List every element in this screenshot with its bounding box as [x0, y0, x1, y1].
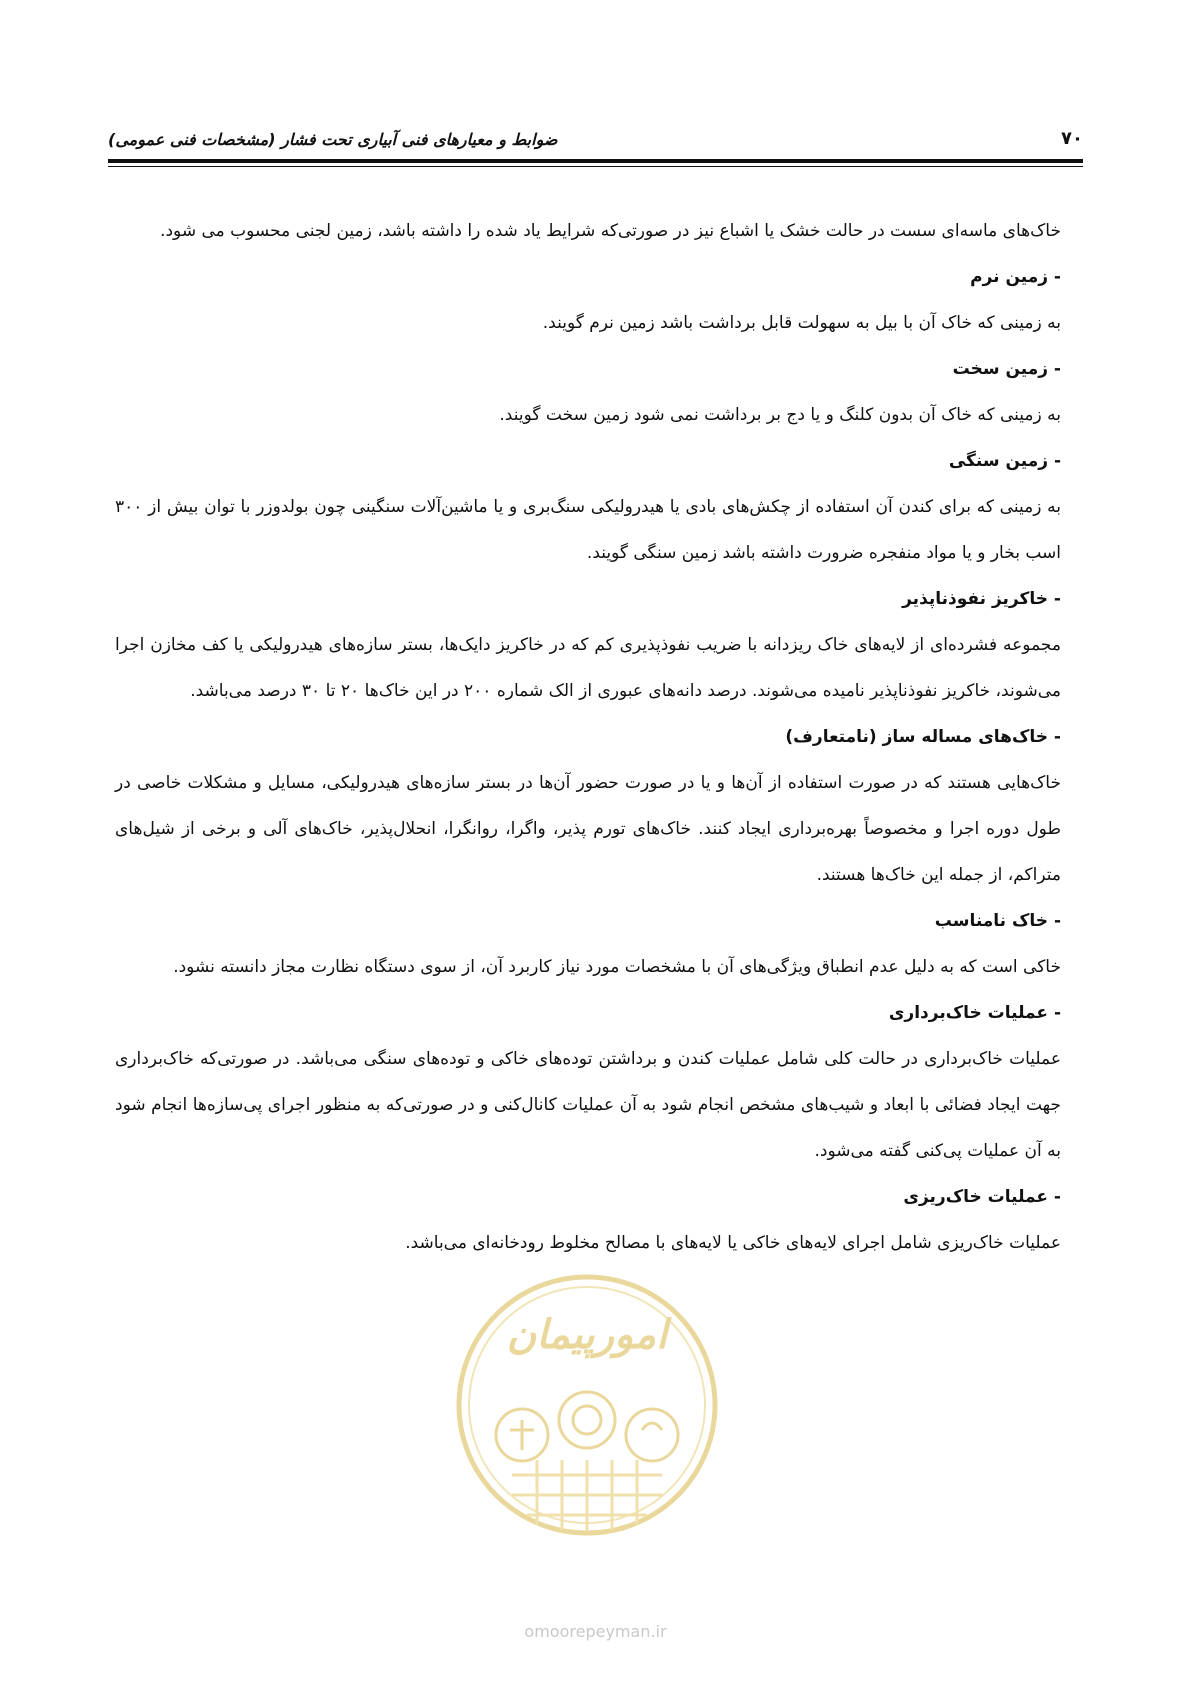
watermark-logo-icon — [452, 1270, 722, 1540]
paragraph: به زمینی که برای کندن آن استفاده از چکش‌های بادی یا هیدرولیکی سنگ‌بری و یا ماشین‌آلات سنگینی چون بولدوزر با توان بیش از ۳۰۰ اسب بخار و یا مواد منفجره ضرورت داشته باشد زمین سنگی گویند. — [115, 497, 1061, 563]
section-heading: - زمین سنگی — [948, 451, 1061, 471]
paragraph: خاک‌هایی هستند که در صورت استفاده از آن‌ها و یا در صورت حضور آن‌ها در بستر سازه‌های هیدرولیکی، مسایل و مشکلات خاصی در طول دوره اجرا و مخصوصاً بهره‌برداری ایجاد کنند. خاک‌های تورم پذیر، واگرا، روانگرا، انحلال‌پذیر، خاک‌های آلی و برخی از شیل‌های متراکم، از جمله این خاک‌ها هستند. — [115, 773, 1061, 885]
paragraph: خاک‌های ماسه‌ای سست در حالت خشک یا اشباع نیز در صورتی‌که شرایط یاد شده را داشته باشد، زمین لجنی محسوب می شود. — [160, 221, 1061, 241]
paragraph: عملیات خاک‌ریزی شامل اجرای لایه‌های خاکی یا لایه‌های با مصالح مخلوط رودخانه‌ای می‌باشد. — [405, 1233, 1061, 1253]
page-number: ۷۰ — [1061, 128, 1083, 149]
section-heading: - خاکریز نفوذناپذیر — [902, 589, 1061, 609]
section-heading: - خاک نامناسب — [934, 911, 1061, 931]
header-rule-thick — [108, 159, 1083, 163]
paragraph: عملیات خاک‌برداری در حالت کلی شامل عملیات کندن و برداشتن توده‌های خاکی و توده‌های سنگی می‌باشد. در صورتی‌که خاک‌برداری جهت ایجاد فضائی با ابعاد و شیب‌های مشخص انجام شود به آن عملیات کانال‌کنی و در صورتی‌که به منظور اجرای پی‌سازه‌ها انجام شود به آن عملیات پی‌کنی گفته می‌شود. — [115, 1049, 1061, 1161]
paragraph: به زمینی که خاک آن بدون کلنگ و یا دج بر برداشت نمی شود زمین سخت گویند. — [499, 405, 1061, 425]
page-header — [108, 128, 1083, 158]
section-heading: - زمین سخت — [952, 359, 1061, 379]
header-title: ضوابط و معیارهای فنی آبیاری تحت فشار (مشخصات فنی عمومی) — [108, 130, 558, 149]
section-heading: - زمین نرم — [970, 267, 1061, 287]
watermark-url: omoorepeyman.ir — [524, 1622, 667, 1641]
section-heading: - عملیات خاک‌ریزی — [903, 1187, 1061, 1207]
section-heading: - عملیات خاک‌برداری — [888, 1003, 1061, 1023]
paragraph: مجموعه فشرده‌ای از لایه‌های خاک ریزدانه با ضریب نفوذپذیری کم که در خاکریز دایک‌ها، بستر سازه‌های هیدرولیکی یا کف مخازن اجرا می‌شوند، خاکریز نفوذناپذیر نامیده می‌شوند. درصد دانه‌های عبوری از الک شماره ۲۰۰ در این خاک‌ها ۲۰ تا ۳۰ درصد می‌باشد. — [115, 635, 1061, 701]
header-rule-thin — [108, 166, 1083, 167]
paragraph: به زمینی که خاک آن با بیل به سهولت قابل برداشت باشد زمین نرم گویند. — [542, 313, 1061, 333]
watermark-logo-text: امورپیمان — [506, 1312, 668, 1358]
body-text — [115, 208, 1083, 1266]
paragraph: خاکی است که به دلیل عدم انطباق ویژگی‌های آن با مشخصات مورد نیاز کاربرد آن، از سوی دستگاه نظارت مجاز دانسته نشود. — [173, 957, 1061, 977]
section-heading: - خاک‌های مساله ساز (نامتعارف) — [785, 727, 1061, 747]
